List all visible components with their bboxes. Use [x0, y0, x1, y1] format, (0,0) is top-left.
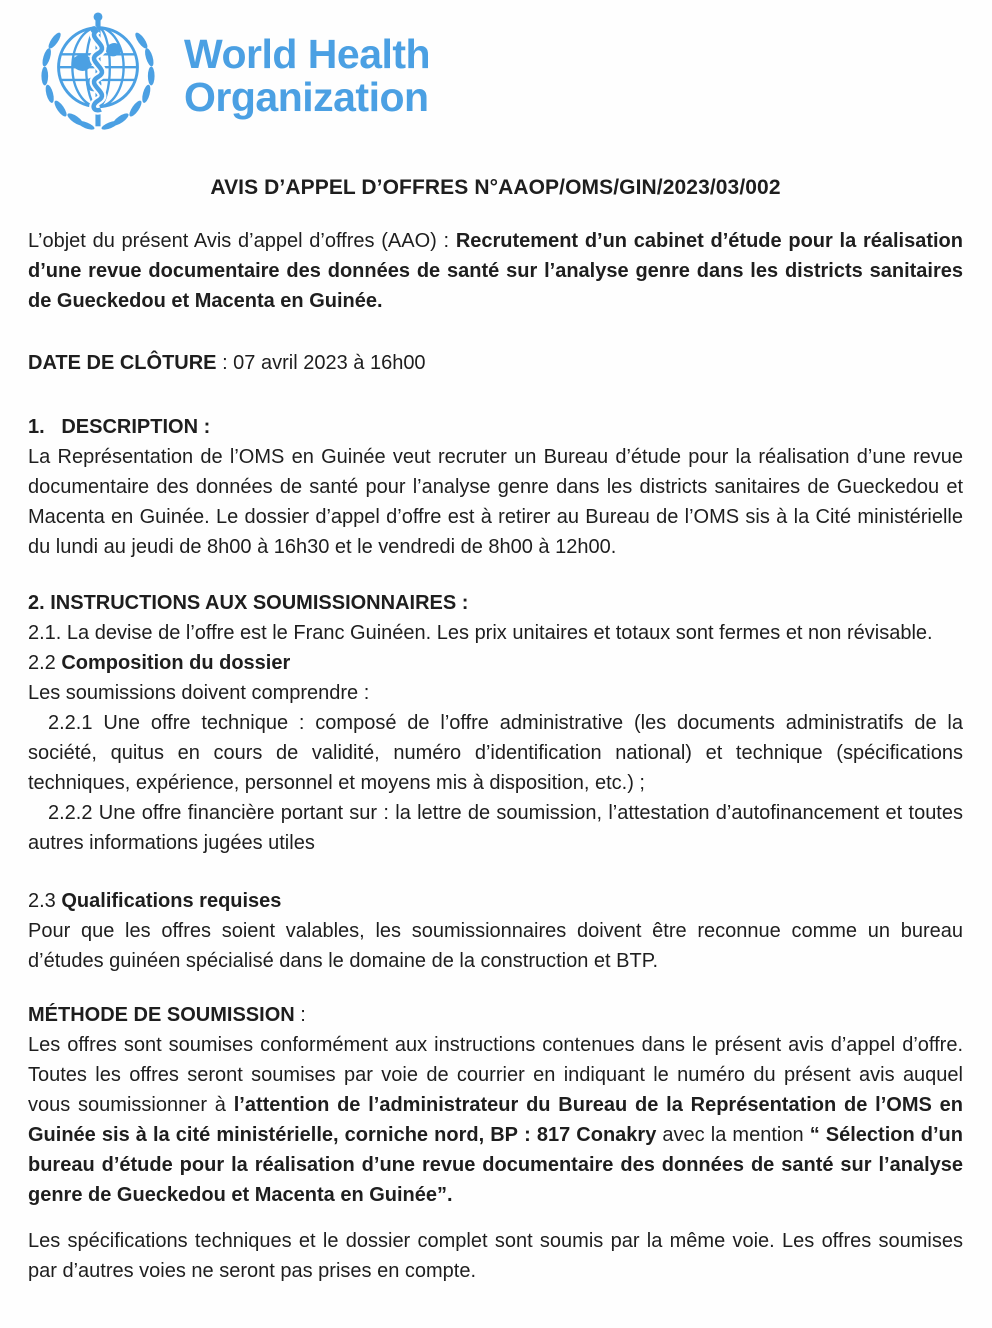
- heading-qualifications: 2.3 Qualifications requises: [28, 890, 282, 912]
- paragraph-qualifications: Pour que les offres soient valables, les soumissionnaires doivent être reconnue comme un bureau d’études guinéen spécialisé dans le domaine de la construction et BTP.: [28, 920, 963, 972]
- heading-dossier-composition: 2.2 Composition du dossier: [28, 652, 291, 674]
- paragraph-specifications-note: Les spécifications techniques et le dossier complet sont soumis par la même voie. Les offres soumises par d’autres voies ne seront pas prises en compte.: [28, 1230, 963, 1282]
- paragraph-financial-offer: 2.2.2 Une offre financière portant sur : la lettre de soumission, l’attestation d’autofinancement et toutes autres informations jugées utiles: [28, 802, 963, 854]
- paragraph-technical-offer: 2.2.1 Une offre technique : composé de l’offre administrative (les documents administratifs de la société, quitus en cours de validité, numéro d’identification national) et technique (spécifications techniques, expérience, personnel et moyens mis à disposition, etc.) ;: [28, 712, 963, 794]
- paragraph-submissions-include: Les soumissions doivent comprendre :: [28, 682, 370, 704]
- closing-date: DATE DE CLÔTURE : 07 avril 2023 à 16h00: [28, 352, 426, 374]
- who-wordmark-line1: World Health: [184, 31, 431, 77]
- heading-instructions: 2. INSTRUCTIONS AUX SOUMISSIONNAIRES :: [28, 592, 469, 614]
- who-emblem-icon: [28, 10, 168, 148]
- who-logo: [28, 8, 963, 150]
- paragraph-intro: L’objet du présent Avis d’appel d’offres (AAO) : Recrutement d’un cabinet d’étude pour la réalisation d’une revue documentaire des données de santé sur l’analyse genre dans les districts sanitaires de Gueckedou et Macenta en Guinée.: [28, 230, 963, 312]
- paragraph-submission-method: Les offres sont soumises conformément aux instructions contenues dans le présent avis d’appel d’offre. Toutes les offres seront soumises par voie de courrier en indiquant le numéro du présent avis auquel vous soumissionner à l’attention de l’administrateur du Bureau de la Représentation de l’OMS en Guinée sis à la cité ministérielle, corniche nord, BP : 817 Conakry avec la mention “ Sélection d’un bureau d’étude pour la réalisation d’une revue documentaire des données de santé sur l’analyse genre de Gueckedou et Macenta en Guinée”.: [28, 1034, 963, 1206]
- who-wordmark-line2: Organization: [184, 74, 429, 120]
- paragraph-currency-clause: 2.1. La devise de l’offre est le Franc Guinéen. Les prix unitaires et totaux sont fermes et non révisable.: [28, 622, 933, 644]
- heading-submission-method: MÉTHODE DE SOUMISSION :: [28, 1004, 306, 1026]
- paragraph-description: La Représentation de l’OMS en Guinée veut recruter un Bureau d’étude pour la réalisation d’une revue documentaire des données de santé pour l’analyse genre dans les districts sanitaires de Gueckedou et Macenta en Guinée. Le dossier d’appel d’offre est à retirer au Bureau de l’OMS sis à la Cité ministérielle du lundi au jeudi de 8h00 à 16h30 et le vendredi de 8h00 à 12h00.: [28, 446, 963, 558]
- heading-description: 1. DESCRIPTION :: [28, 416, 211, 438]
- document-title: AVIS D’APPEL D’OFFRES N°AAOP/OMS/GIN/2023/03/002: [210, 176, 781, 199]
- who-wordmark: [184, 33, 430, 119]
